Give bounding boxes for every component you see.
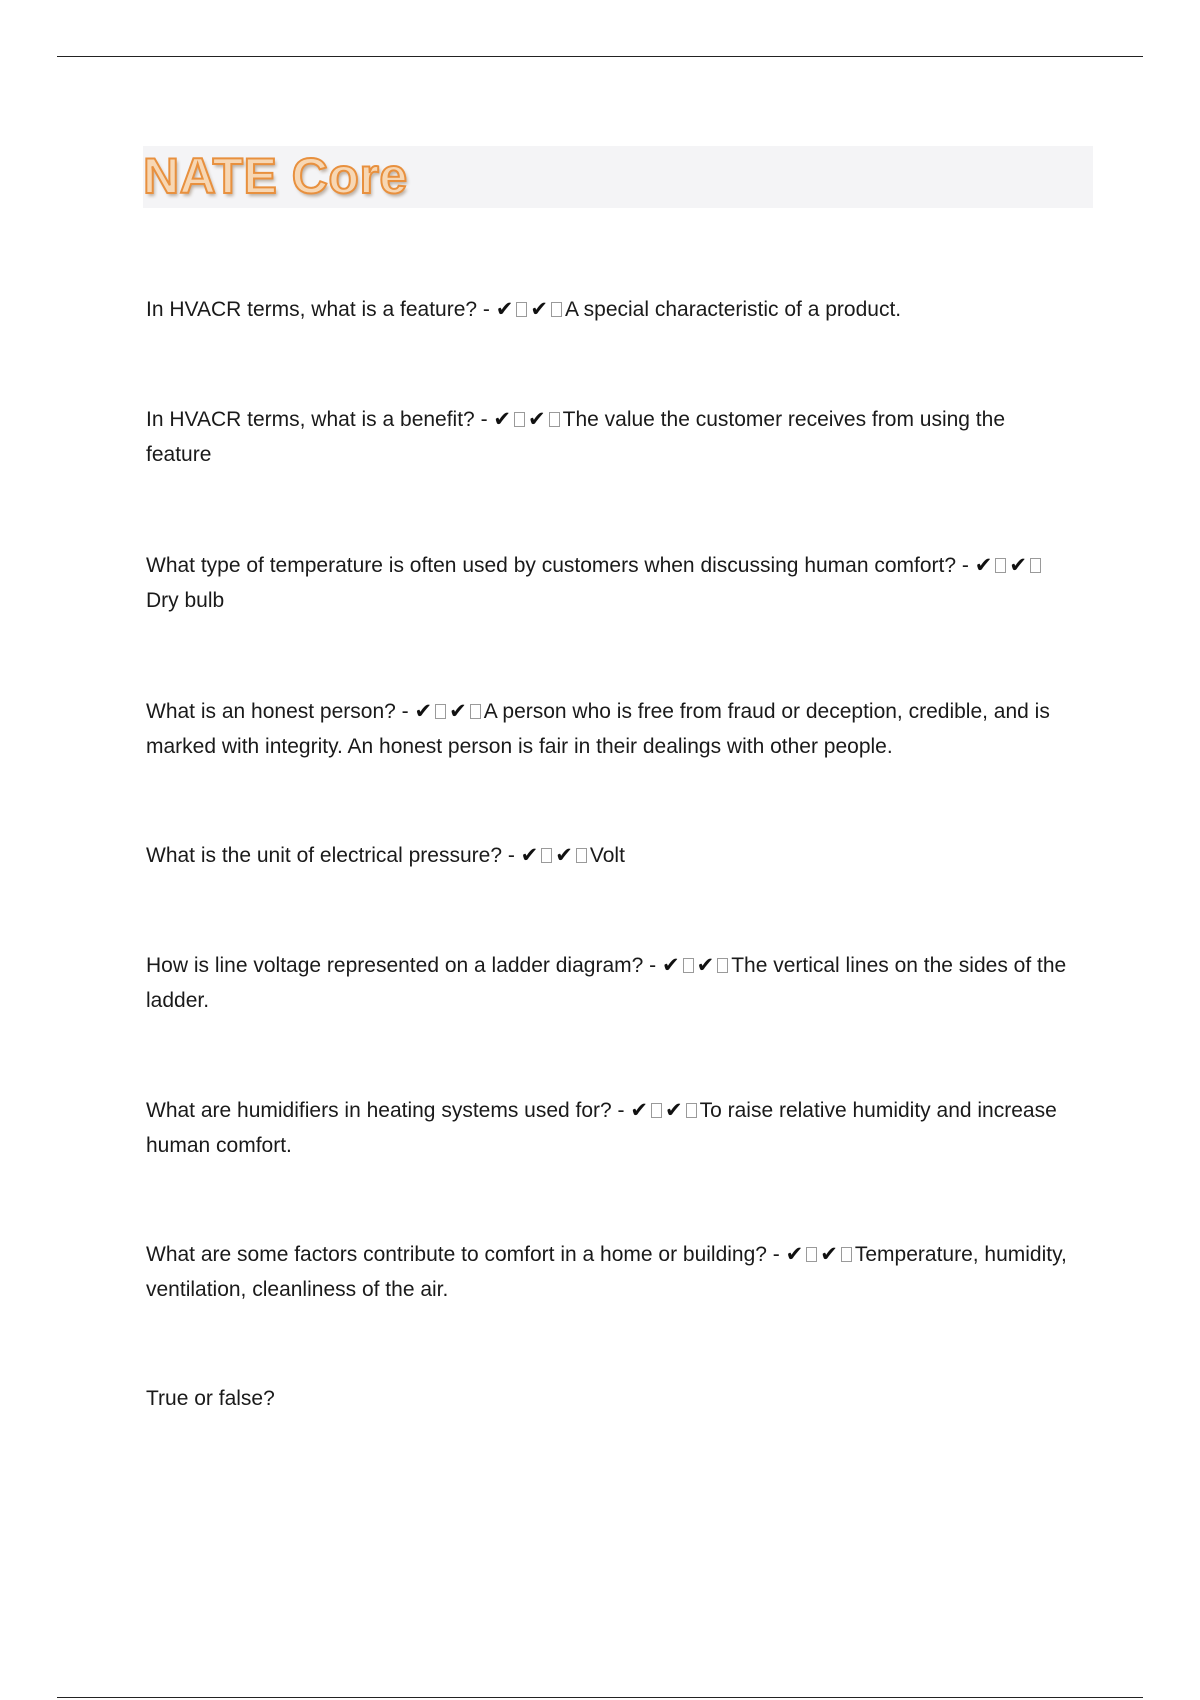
check-icon: ✔ (530, 297, 548, 321)
check-icon: ✔ (696, 953, 715, 977)
question-text: True or false? (146, 1387, 275, 1410)
check-icon: ✔ (493, 407, 512, 431)
question-text: How is line voltage represented on a ladder diagram? - (146, 954, 662, 977)
answer-text: Dry bulb (146, 589, 225, 612)
missing-glyph-icon (717, 958, 728, 973)
top-rule (57, 56, 1143, 57)
check-icon: ✔ (414, 699, 433, 723)
answer-text: A special characteristic of a product. (564, 298, 902, 321)
check-icon: ✔ (520, 843, 539, 867)
question-text: In HVACR terms, what is a feature? - (146, 298, 496, 321)
check-icon: ✔ (630, 1098, 648, 1122)
missing-glyph-icon (683, 958, 694, 973)
qa-item (146, 838, 1076, 873)
question-text: What is the unit of electrical pressure? - (146, 844, 521, 867)
qa-item (146, 402, 1076, 472)
qa-item (146, 292, 1076, 327)
answer-text: Temperature, humidity, ventilation, cleanliness of the air. (146, 1243, 1067, 1301)
missing-glyph-icon (576, 848, 587, 863)
missing-glyph-icon (514, 412, 525, 427)
check-icon: ✔ (785, 1242, 804, 1266)
missing-glyph-icon (841, 1247, 852, 1262)
qa-item (146, 548, 1076, 618)
missing-glyph-icon (806, 1247, 817, 1262)
missing-glyph-icon (1030, 558, 1041, 573)
missing-glyph-icon (516, 302, 527, 317)
question-text: What are some factors contribute to comfort in a home or building? - (146, 1243, 786, 1266)
missing-glyph-icon (541, 848, 552, 863)
check-icon: ✔ (664, 1098, 683, 1122)
answer-text: To raise relative humidity and increase human comfort. (146, 1099, 1057, 1157)
missing-glyph-icon (686, 1103, 697, 1118)
check-icon: ✔ (1009, 553, 1027, 577)
qa-item (146, 1093, 1076, 1163)
qa-item (146, 948, 1076, 1018)
question-text: In HVACR terms, what is a benefit? - (146, 408, 494, 431)
bottom-rule (57, 1697, 1143, 1698)
document-title: NATE Core (143, 148, 408, 204)
answer-text: The value the customer receives from using the feature (146, 408, 1005, 466)
check-icon: ✔ (449, 699, 467, 723)
answer-text: Volt (589, 844, 625, 867)
missing-glyph-icon (470, 704, 481, 719)
missing-glyph-icon (995, 558, 1006, 573)
missing-glyph-icon (551, 302, 562, 317)
check-icon: ✔ (555, 843, 573, 867)
question-text: What type of temperature is often used by customers when discussing human comfort? - (146, 554, 975, 577)
missing-glyph-icon (549, 412, 560, 427)
answer-text: A person who is free from fraud or deception, credible, and is marked with integrity. An honest person is fair in their dealings with other people. (146, 700, 1050, 758)
check-icon: ✔ (661, 953, 680, 977)
missing-glyph-icon (651, 1103, 662, 1118)
question-text: What are humidifiers in heating systems used for? - (146, 1099, 631, 1122)
check-icon: ✔ (495, 297, 514, 321)
qa-item (146, 694, 1076, 764)
qa-item (146, 1237, 1076, 1307)
check-icon: ✔ (974, 553, 993, 577)
check-icon: ✔ (528, 407, 546, 431)
qa-item (146, 1381, 1076, 1416)
missing-glyph-icon (435, 704, 446, 719)
answer-text: The vertical lines on the sides of the ladder. (146, 954, 1067, 1012)
check-icon: ✔ (820, 1242, 838, 1266)
question-text: What is an honest person? - (146, 700, 415, 723)
title-banner (143, 146, 1093, 208)
